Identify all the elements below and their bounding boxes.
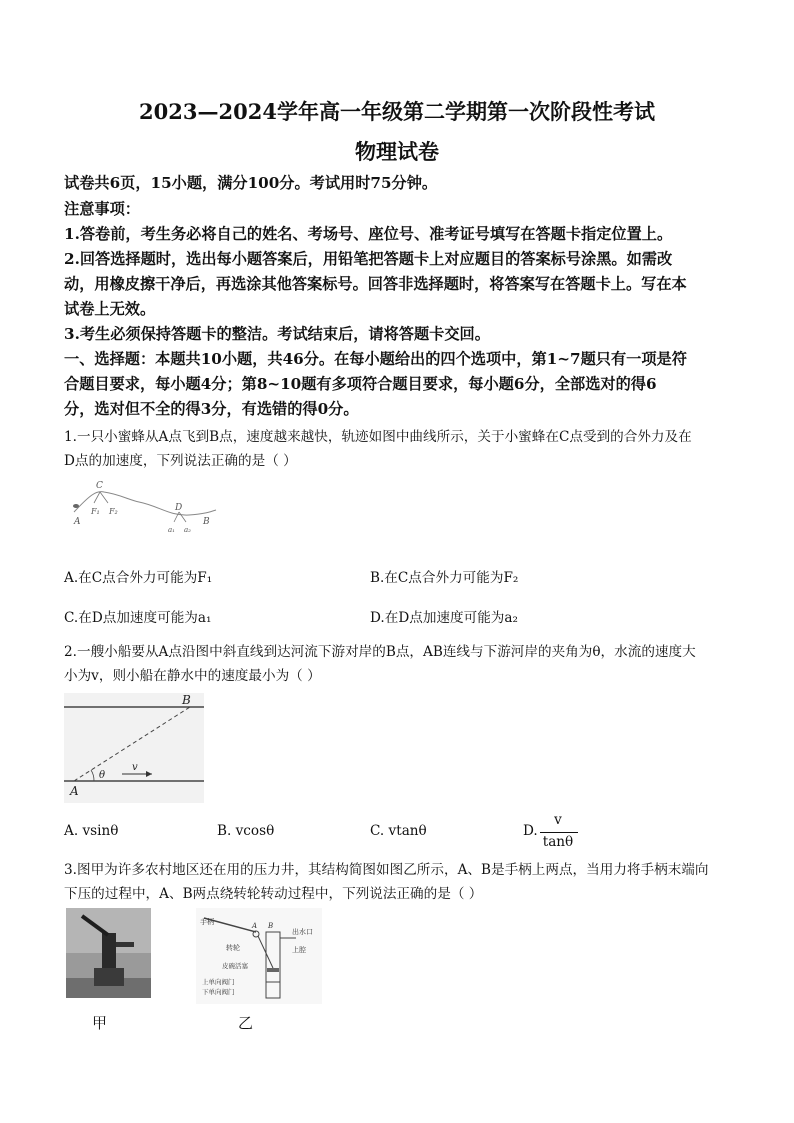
notes-item-2-line-1: 2.回答选择题时，选出每小题答案后，用铅笔把答题卡上对应题目的答案标号涂黑。如需改	[64, 250, 673, 268]
label-B: B	[203, 517, 210, 527]
q2-option-d-prefix[interactable]: D.	[523, 823, 538, 839]
notes-heading: 注意事项：	[64, 200, 140, 218]
section-1-line-3: 分，选对但不全的得3分，有选错的得0分。	[64, 400, 359, 418]
label-piston: 皮碗活塞	[222, 962, 248, 970]
fraction-numerator: v	[554, 812, 562, 828]
q1-option-b[interactable]: B.在C点合外力可能为F₂	[370, 570, 519, 586]
label-a1: a₁	[168, 526, 175, 534]
label-v: v	[132, 762, 138, 773]
q3-pump-structure-diagram	[196, 908, 322, 1004]
exam-title: 2023—2024学年高一年级第二学期第一次阶段性考试	[139, 99, 655, 124]
fraction-denominator: tanθ	[542, 834, 574, 850]
q2-option-c[interactable]: C. vtanθ	[370, 823, 427, 839]
label-outlet: 出水口	[292, 928, 313, 936]
notes-item-3: 3.考生必须保持答题卡的整洁。考试结束后，请将答题卡交回。	[64, 325, 490, 343]
notes-item-2-line-2: 动，用橡皮擦干净后，再选涂其他答案标号。回答非选择题时，将答案写在答题卡上。写在本	[64, 275, 687, 293]
q3-caption-yi: 乙	[238, 1014, 254, 1032]
bee-icon	[73, 504, 79, 508]
q3-caption-jia: 甲	[92, 1014, 108, 1032]
exam-subtitle: 物理试卷	[355, 139, 439, 164]
label-valve-down: 下单向阀门	[202, 988, 235, 996]
q1-stem-line-2: D点的加速度，下列说法正确的是（ ）	[64, 453, 297, 469]
q3-pump-photo	[66, 908, 151, 998]
label-F1: F₁	[91, 507, 100, 516]
q2-option-a[interactable]: A. vsinθ	[64, 823, 119, 839]
label-A: A	[70, 784, 79, 798]
label-F2: F₂	[109, 507, 118, 516]
q3-stem-line-1: 3.图甲为许多农村地区还在用的压力井，其结构简图如图乙所示，A、B是手柄上两点，当用力将手柄末端向	[64, 862, 709, 878]
label-A: A	[252, 922, 258, 930]
q2-stem-line-1: 2.一艘小船要从A点沿图中斜直线到达河流下游对岸的B点，AB连线与下游河岸的夹角为θ，水流的速度大	[64, 644, 696, 660]
label-B: B	[268, 922, 274, 930]
section-1-line-2: 合题目要求，每小题4分；第8~10题有多项符合题目要求，每小题6分，全部选对的得6	[64, 375, 657, 393]
notes-intro: 试卷共6页，15小题，满分100分。考试用时75分钟。	[64, 174, 438, 192]
label-wheel: 转轮	[226, 944, 240, 952]
label-theta: θ	[99, 770, 106, 781]
q1-option-d[interactable]: D.在D点加速度可能为a₂	[370, 610, 518, 626]
q1-option-c[interactable]: C.在D点加速度可能为a₁	[64, 610, 212, 626]
label-C: C	[96, 481, 103, 491]
notes-item-1: 1.答卷前，考生务必将自己的姓名、考场号、座位号、准考证号填写在答题卡指定位置上。	[64, 225, 673, 243]
label-a2: a₂	[184, 526, 191, 534]
q2-stem-line-2: 小为v，则小船在静水中的速度最小为（ ）	[64, 668, 321, 684]
q1-bee-trajectory-figure	[64, 476, 218, 546]
fraction-bar	[540, 832, 578, 833]
q2-river-crossing-figure	[64, 693, 204, 803]
q3-stem-line-2: 下压的过程中，A、B两点绕转轮转动过程中，下列说法正确的是（ ）	[64, 886, 483, 902]
section-1-line-1: 一、选择题：本题共10小题，共46分。在每小题给出的四个选项中，第1~7题只有一项是符	[64, 350, 687, 368]
notes-item-2-line-3: 试卷上无效。	[64, 300, 156, 318]
q2-option-d-fraction[interactable]	[538, 812, 578, 852]
label-A: A	[74, 517, 81, 527]
q1-stem-line-1: 1.一只小蜜蜂从A点飞到B点，速度越来越快，轨迹如图中曲线所示，关于小蜜蜂在C点受到的合外力及在	[64, 429, 692, 445]
q2-option-b[interactable]: B. vcosθ	[217, 823, 275, 839]
q1-option-a[interactable]: A.在C点合外力可能为F₁	[64, 570, 213, 586]
label-chamber: 上腔	[292, 946, 306, 954]
label-handle: 手柄	[200, 918, 214, 926]
label-B: B	[182, 693, 191, 707]
label-D: D	[175, 503, 183, 513]
label-valve-up: 上单向阀门	[202, 978, 235, 986]
